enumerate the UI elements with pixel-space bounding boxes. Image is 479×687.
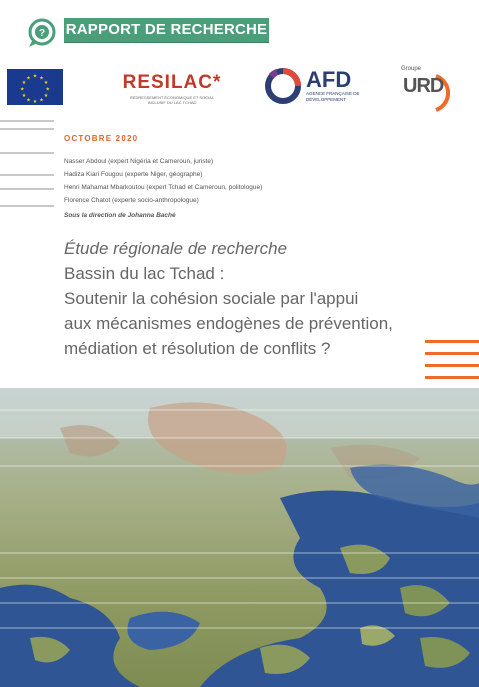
svg-text:★: ★ — [21, 79, 27, 86]
svg-text:★: ★ — [39, 97, 44, 104]
direction-credit: Sous la direction de Johanna Baché — [64, 212, 176, 219]
report-type-banner: RAPPORT DE RECHERCHE — [64, 18, 269, 42]
svg-text:★: ★ — [43, 92, 49, 99]
resilac-logo — [116, 68, 228, 108]
svg-text:★: ★ — [45, 86, 51, 93]
resilac-subtitle: REDRESSEMENT ÉCONOMIQUE ET SOCIAL INCLUSIF DU LAC TCHAD — [129, 95, 215, 105]
report-title-line: Soutenir la cohésion sociale par l'appui — [64, 289, 359, 308]
svg-text:★: ★ — [32, 99, 38, 105]
svg-text:★: ★ — [21, 92, 27, 99]
speech-bubble-logo-icon — [26, 17, 58, 49]
svg-text:?: ? — [38, 28, 46, 39]
svg-text:★: ★ — [32, 73, 38, 80]
author-line: Florence Chatot (experte socio-anthropologue) — [64, 197, 199, 204]
svg-text:★: ★ — [19, 86, 25, 93]
resilac-name: RESILAC* — [122, 72, 222, 93]
svg-text:★: ★ — [39, 75, 44, 82]
urd-name: URD — [403, 75, 444, 97]
afd-name: AFD — [306, 67, 352, 92]
afd-ring-icon — [263, 66, 303, 106]
author-line: Henri Mahamat Mbarkoutou (expert Tchad et Cameroun, politologue) — [64, 184, 263, 191]
author-line: Hadiza Kiari Fougou (experte Niger, géographe) — [64, 171, 203, 178]
eu-flag-icon — [7, 69, 63, 105]
aerial-lake-photo — [0, 388, 479, 687]
svg-text:★: ★ — [26, 75, 31, 82]
afd-subtitle: AGENCE FRANÇAISE DE DÉVELOPPEMENT — [306, 91, 360, 102]
report-title-line: Bassin du lac Tchad : — [64, 264, 225, 283]
report-title-line: Étude régionale de recherche — [64, 239, 288, 258]
report-title-line: médiation et résolution de conflits ? — [64, 339, 331, 358]
author-line: Nasser Abdoul (expert Nigéria et Cameroun, juriste) — [64, 158, 214, 165]
svg-text:★: ★ — [43, 79, 49, 86]
report-title-line: aux mécanismes endogènes de prévention, — [64, 314, 393, 333]
report-date: OCTOBRE 2020 — [64, 134, 139, 143]
svg-text:★: ★ — [26, 97, 31, 104]
urd-group-label: Groupe — [401, 66, 422, 72]
